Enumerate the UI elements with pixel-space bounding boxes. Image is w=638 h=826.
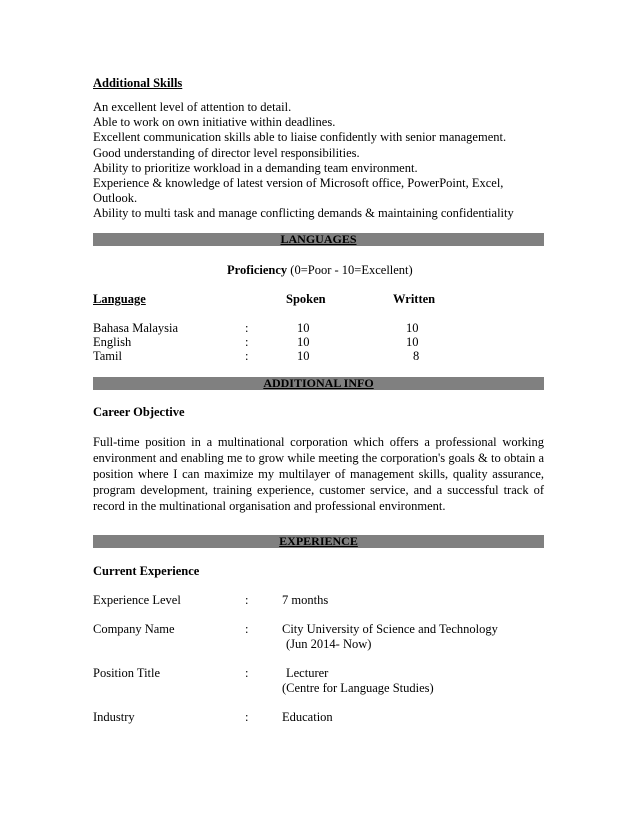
- skill-item: Outlook.: [93, 191, 138, 206]
- experience-level-label: Experience Level: [93, 593, 181, 607]
- company-name-value: City University of Science and Technology: [282, 622, 498, 636]
- language-name: English: [93, 335, 132, 349]
- experience-bar-title: EXPERIENCE: [279, 534, 358, 548]
- skill-item: Good understanding of director level responsibilities.: [93, 145, 360, 160]
- language-column-header: Language: [93, 292, 146, 306]
- spoken-score: 10: [297, 349, 310, 363]
- separator-colon: :: [245, 622, 249, 636]
- written-score: 10: [406, 321, 419, 335]
- languages-bar-title: LANGUAGES: [280, 232, 357, 246]
- language-name: Bahasa Malaysia: [93, 321, 179, 335]
- spoken-score: 10: [297, 335, 310, 349]
- position-department: (Centre for Language Studies): [282, 681, 434, 695]
- written-column-header: Written: [393, 292, 436, 306]
- written-score: 8: [413, 349, 420, 363]
- separator-colon: :: [245, 349, 249, 363]
- additional-info-bar-title: ADDITIONAL INFO: [263, 376, 374, 390]
- skill-item: Excellent communication skills able to liaise confidently with senior management.: [93, 130, 507, 145]
- skill-item: Experience & knowledge of latest version of Microsoft office, PowerPoint, Excel,: [93, 175, 504, 190]
- additional-skills-heading: Additional Skills: [93, 76, 183, 90]
- industry-value: Education: [282, 710, 333, 724]
- experience-section-bar: [93, 535, 544, 548]
- skill-item: Ability to prioritize workload in a demanding team environment.: [93, 160, 418, 175]
- additional-info-section-bar: [93, 377, 544, 390]
- separator-colon: :: [245, 321, 249, 335]
- current-experience-heading: Current Experience: [93, 564, 200, 578]
- separator-colon: :: [245, 666, 249, 680]
- separator-colon: :: [245, 710, 249, 724]
- separator-colon: :: [245, 335, 249, 349]
- position-title-label: Position Title: [93, 666, 161, 680]
- proficiency-line: [227, 263, 413, 278]
- experience-level-value: 7 months: [282, 593, 329, 607]
- skill-item: An excellent level of attention to detail.: [93, 100, 292, 114]
- skill-item: Able to work on own initiative within deadlines.: [93, 115, 336, 130]
- additional-skills-list: [93, 100, 553, 222]
- separator-colon: :: [245, 593, 249, 607]
- spoken-column-header: Spoken: [286, 292, 326, 306]
- skill-item: Ability to multi task and manage conflicting demands & maintaining confidentiality: [93, 206, 514, 221]
- company-dates: (Jun 2014- Now): [286, 637, 372, 651]
- spoken-score: 10: [297, 321, 310, 335]
- languages-section-bar: [93, 233, 544, 246]
- career-objective-text: Full-time position in a multinational corporation which offers a professional working environment and enabling me to grow while meeting the corporation's goals & to obtain a position where I can maximize my multilayer of management skills, quality assurance, program development, training experience, customer service, and a successful track of record in the multinational organisation and professional environment.: [93, 435, 544, 513]
- language-name: Tamil: [93, 349, 122, 363]
- career-objective-heading: Career Objective: [93, 405, 185, 419]
- proficiency-label: Proficiency: [227, 263, 288, 277]
- proficiency-scale: (0=Poor - 10=Excellent): [290, 263, 413, 277]
- position-title-value: Lecturer: [286, 666, 329, 680]
- industry-label: Industry: [93, 710, 135, 724]
- written-score: 10: [406, 335, 419, 349]
- company-name-label: Company Name: [93, 622, 175, 636]
